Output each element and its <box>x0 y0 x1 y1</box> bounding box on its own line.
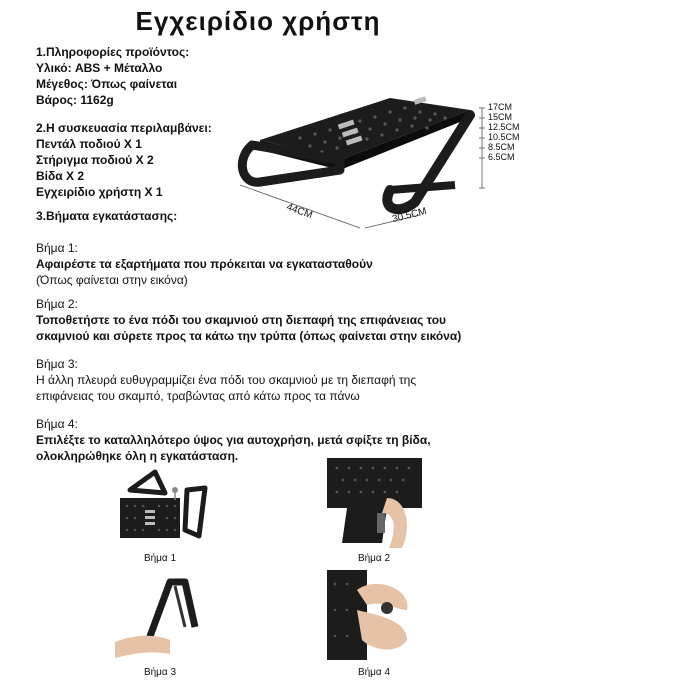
step-2-caption: Βήμα 2 <box>357 553 391 564</box>
info-heading: 1.Πληροφορίες προϊόντος: <box>36 45 190 59</box>
step-1-caption: Βήμα 1 <box>143 553 177 564</box>
step-line: (Όπως φαίνεται στην εικόνα) <box>36 273 188 287</box>
package-contents <box>36 120 212 200</box>
height-label: 6.5CM <box>488 152 515 162</box>
height-label: 17CM <box>488 102 513 112</box>
step-4-text <box>36 416 431 464</box>
page-title: Εγχειρίδιο χρήστη <box>135 6 381 36</box>
step-line: σκαμνιού και σύρετε προς τα κάτω την τρύπα (όπως φαίνεται στην εικόνα) <box>36 329 462 343</box>
depth-label: 30.5CM <box>391 205 428 226</box>
step-line: Επιλέξτε το καταλληλότερο ύψος για αυτοχρήση, μετά σφίξτε τη βίδα, <box>36 433 431 447</box>
step-2-text <box>36 296 461 344</box>
step-1-image <box>115 468 225 543</box>
step-label: Βήμα 2: <box>36 297 78 311</box>
height-label: 12.5CM <box>488 122 520 132</box>
step-line: επιφάνειας του σκαμπό, τραβώντας από κάτω προς τα πάνω <box>36 389 360 403</box>
step-line: Η άλλη πλευρά ευθυγραμμίζει ένα πόδι του σκαμνιού με τη διεπαφή της <box>36 373 417 387</box>
height-label: 15CM <box>488 112 513 122</box>
step-3-image <box>115 572 215 662</box>
height-label: 8.5CM <box>488 142 515 152</box>
footrest-product-image <box>230 90 530 240</box>
package-item: Στήριγμα ποδιού Χ 2 <box>36 153 154 167</box>
step-line: Αφαιρέστε τα εξαρτήματα που πρόκειται να εγκατασταθούν <box>36 257 373 271</box>
step-label: Βήμα 3: <box>36 357 78 371</box>
step-label: Βήμα 1: <box>36 241 78 255</box>
step-3-caption: Βήμα 3 <box>143 667 177 678</box>
step-3-text <box>36 356 416 404</box>
step-4-image <box>327 570 417 660</box>
product-info <box>36 44 189 108</box>
install-heading: 3.Βήματα εγκατάστασης: <box>36 209 178 223</box>
step-label: Βήμα 4: <box>36 417 78 431</box>
step-2-image <box>327 458 422 553</box>
package-item: Βίδα Χ 2 <box>36 169 84 183</box>
info-size: Μέγεθος: Όπως φαίνεται <box>36 77 178 91</box>
package-item: Πεντάλ ποδιού Χ 1 <box>36 137 142 151</box>
length-label: 44CM <box>284 201 314 222</box>
info-weight: Βάρος: 1162g <box>36 93 114 107</box>
package-heading: 2.Η συσκευασία περιλαμβάνει: <box>36 121 212 135</box>
step-line: Τοποθετήστε το ένα πόδι του σκαμνιού στη διεπαφή της επιφάνειας του <box>36 313 447 327</box>
step-1-text <box>36 240 373 288</box>
step-4-caption: Βήμα 4 <box>357 667 391 678</box>
package-item: Εγχειρίδιο χρήστη Χ 1 <box>36 185 163 199</box>
step-line: ολοκληρώθηκε όλη η εγκατάσταση. <box>36 449 239 463</box>
info-material: Υλικό: ABS + Μέταλλο <box>36 61 163 75</box>
height-label: 10.5CM <box>488 132 520 142</box>
